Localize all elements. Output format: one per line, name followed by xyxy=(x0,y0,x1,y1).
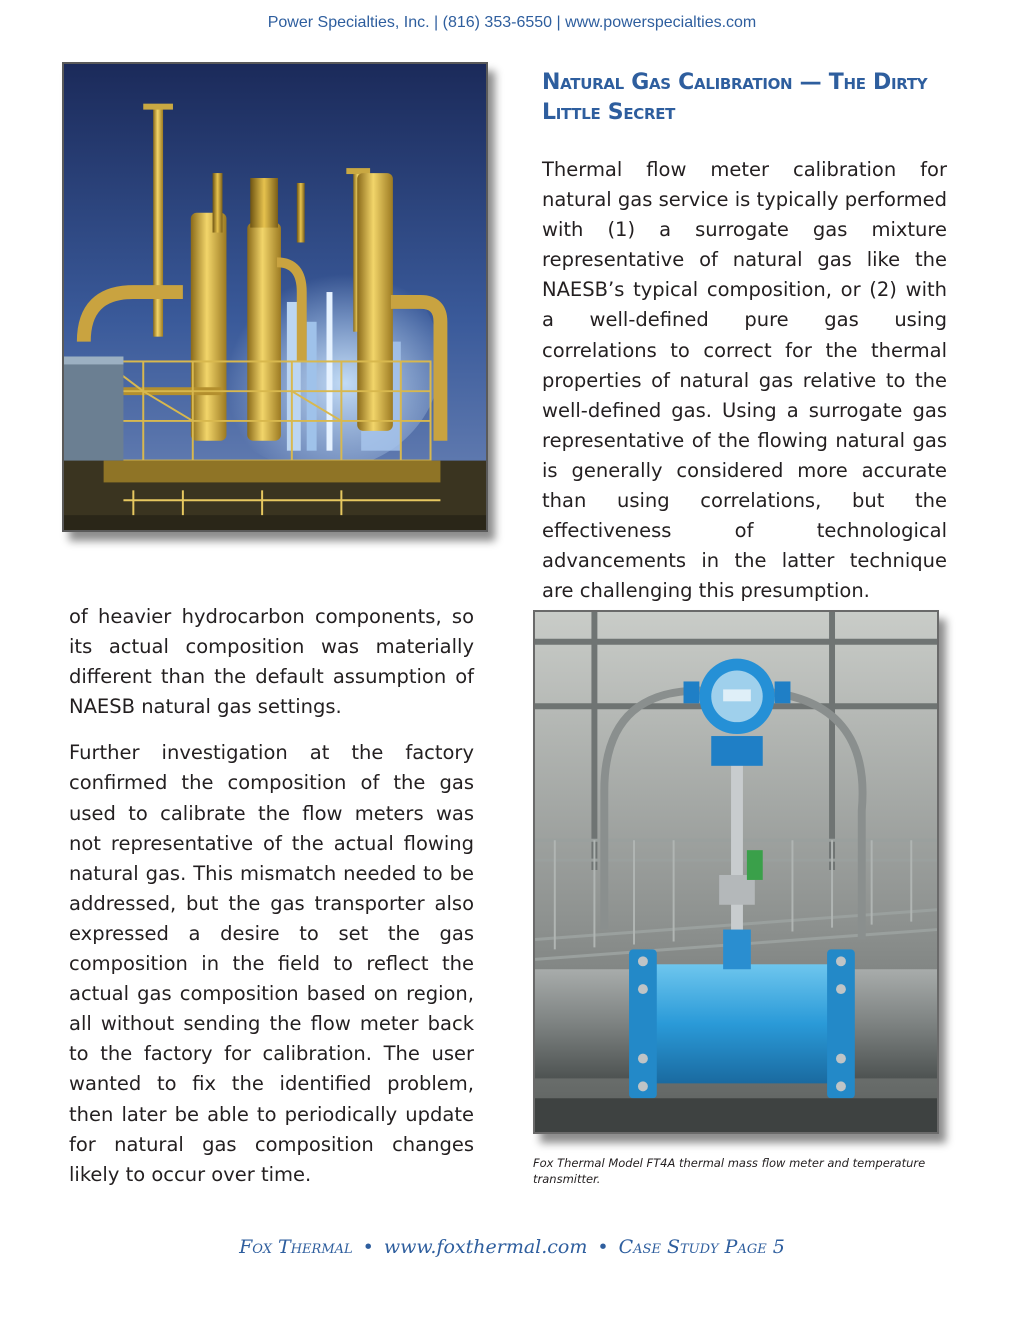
flow-meter-photo xyxy=(533,610,939,1134)
footer-separator: • xyxy=(362,1236,374,1258)
footer-page-label: Case Study Page 5 xyxy=(618,1236,785,1258)
photo-caption: Fox Thermal Model FT4A thermal mass flow meter and temperature transmitter. xyxy=(533,1156,926,1186)
footer-separator-2: • xyxy=(597,1236,609,1258)
continuation-paragraph: of heavier hydrocarbon components, so its actual composition was materially different than the default assumption of NAESB natural gas settings. xyxy=(69,605,474,719)
article-headline: Natural Gas Calibration — The Dirty Little Secret xyxy=(542,70,928,125)
footer-brand: Fox Thermal xyxy=(239,1236,353,1258)
refinery-photo xyxy=(62,62,488,532)
page-footer xyxy=(0,1236,1024,1258)
left-column xyxy=(69,602,474,1206)
footer-url[interactable]: www.foxthermal.com xyxy=(383,1236,588,1258)
flow-meter-illustration xyxy=(535,612,937,1132)
refinery-illustration xyxy=(64,64,486,530)
investigation-paragraph: Further investigation at the factory confirmed the composition of the gas used to calibrate the flow meters was not representative of the actual flowing natural gas. This mismatch needed to be addressed, but the gas transporter also expressed a desire to set the gas composition in the field to reflect the actual gas composition based on region, all without sending the flow meter back to the factory for calibration. The user wanted to fix the identified problem, then later be able to periodically update for natural gas composition changes likely to occur over time. xyxy=(69,741,474,1186)
page-header: Power Specialties, Inc. | (816) 353-6550 | www.powerspecialties.com xyxy=(267,14,757,31)
intro-paragraph: Thermal flow meter calibration for natural gas service is typically performed with (1) a surrogate gas mixture representative of natural gas like the NAESB’s typical composition, or (2) with a well-defined pure gas using correlations to correct for the thermal properties of natural gas relative to the well-defined gas. Using a surrogate gas representative of the flowing natural gas is generally considered more accurate than using correlations, but the effectiveness of technological advancements in the latter technique are challenging this presumption. xyxy=(542,158,947,603)
